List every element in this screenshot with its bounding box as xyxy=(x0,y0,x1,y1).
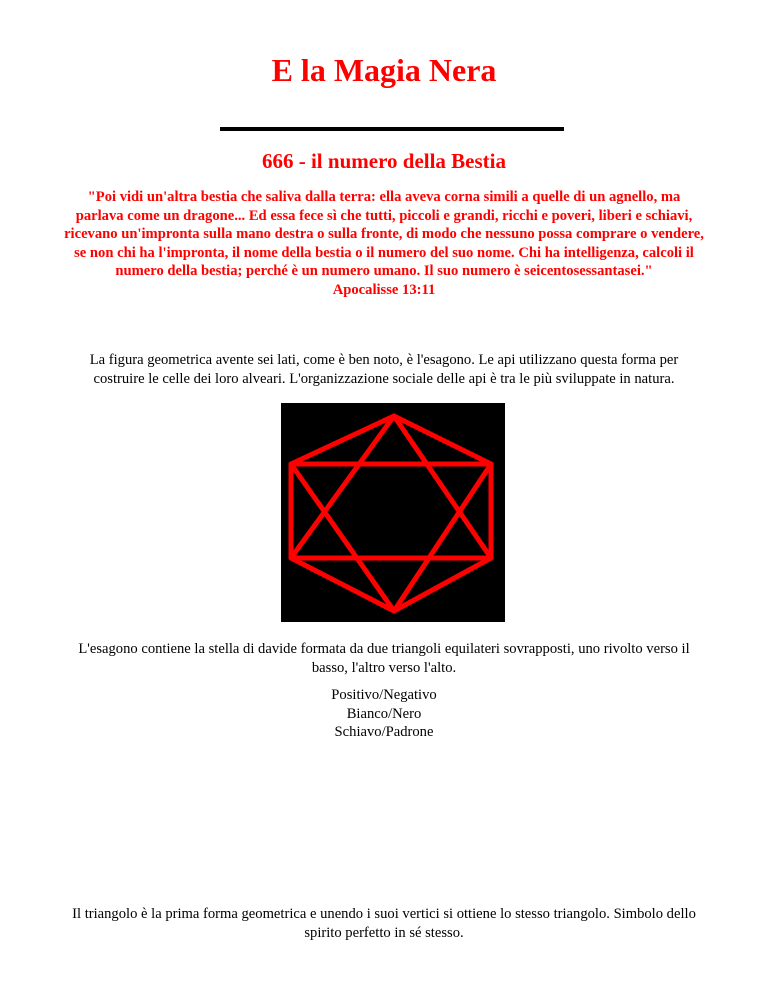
hexagram-figure xyxy=(281,403,505,622)
paragraph-hexagon: La figura geometrica avente sei lati, come è ben noto, è l'esagono. Le api utilizzano questa forma per costruire le celle dei loro alveari. L'organizzazione sociale delle api è tra le più sviluppate in natura. xyxy=(89,352,679,387)
title-divider xyxy=(220,127,564,131)
quote-text: "Poi vidi un'altra bestia che saliva dalla terra: ella aveva corna simili a quelle di un agnello, ma parlava come un dragone... Ed essa fece sì che tutti, piccoli e grandi, ricchi e poveri, liberi e schiavi, ricevano un'impronta sulla mano destra o sulla fronte, di modo che nessuno possa comprare o vendere, se non chi ha l'impronta, il nome della bestia o il numero del suo nome. Chi ha intelligenza, calcoli il numero della bestia; perché è un numero umano. Il suo numero è seicentosessantasei." xyxy=(64,189,704,280)
section-subtitle: 666 - il numero della Bestia xyxy=(261,149,507,173)
downward-triangle xyxy=(291,464,491,611)
upward-triangle xyxy=(291,416,491,558)
duality-item: Bianco/Nero xyxy=(346,705,422,722)
duality-item: Schiavo/Padrone xyxy=(334,724,434,741)
hexagram-in-hexagon-icon xyxy=(281,403,505,622)
page-title: E la Magia Nera xyxy=(271,52,497,88)
paragraph-star-of-david: L'esagono contiene la stella di davide formata da due triangoli equilateri sovrapposti, uno rivolto verso il basso, l'altro verso l'alto. xyxy=(78,641,690,676)
duality-item: Positivo/Negativo xyxy=(331,687,437,703)
paragraph-triangle: Il triangolo è la prima forma geometrica e unendo i suoi vertici si ottiene lo stesso triangolo. Simbolo dello spirito perfetto in sé stesso. xyxy=(72,906,696,941)
quote-reference: Apocalisse 13:11 xyxy=(332,281,436,298)
scripture-quote xyxy=(64,188,704,300)
dualities-list xyxy=(0,686,768,742)
hexagram-strokes xyxy=(291,416,491,611)
